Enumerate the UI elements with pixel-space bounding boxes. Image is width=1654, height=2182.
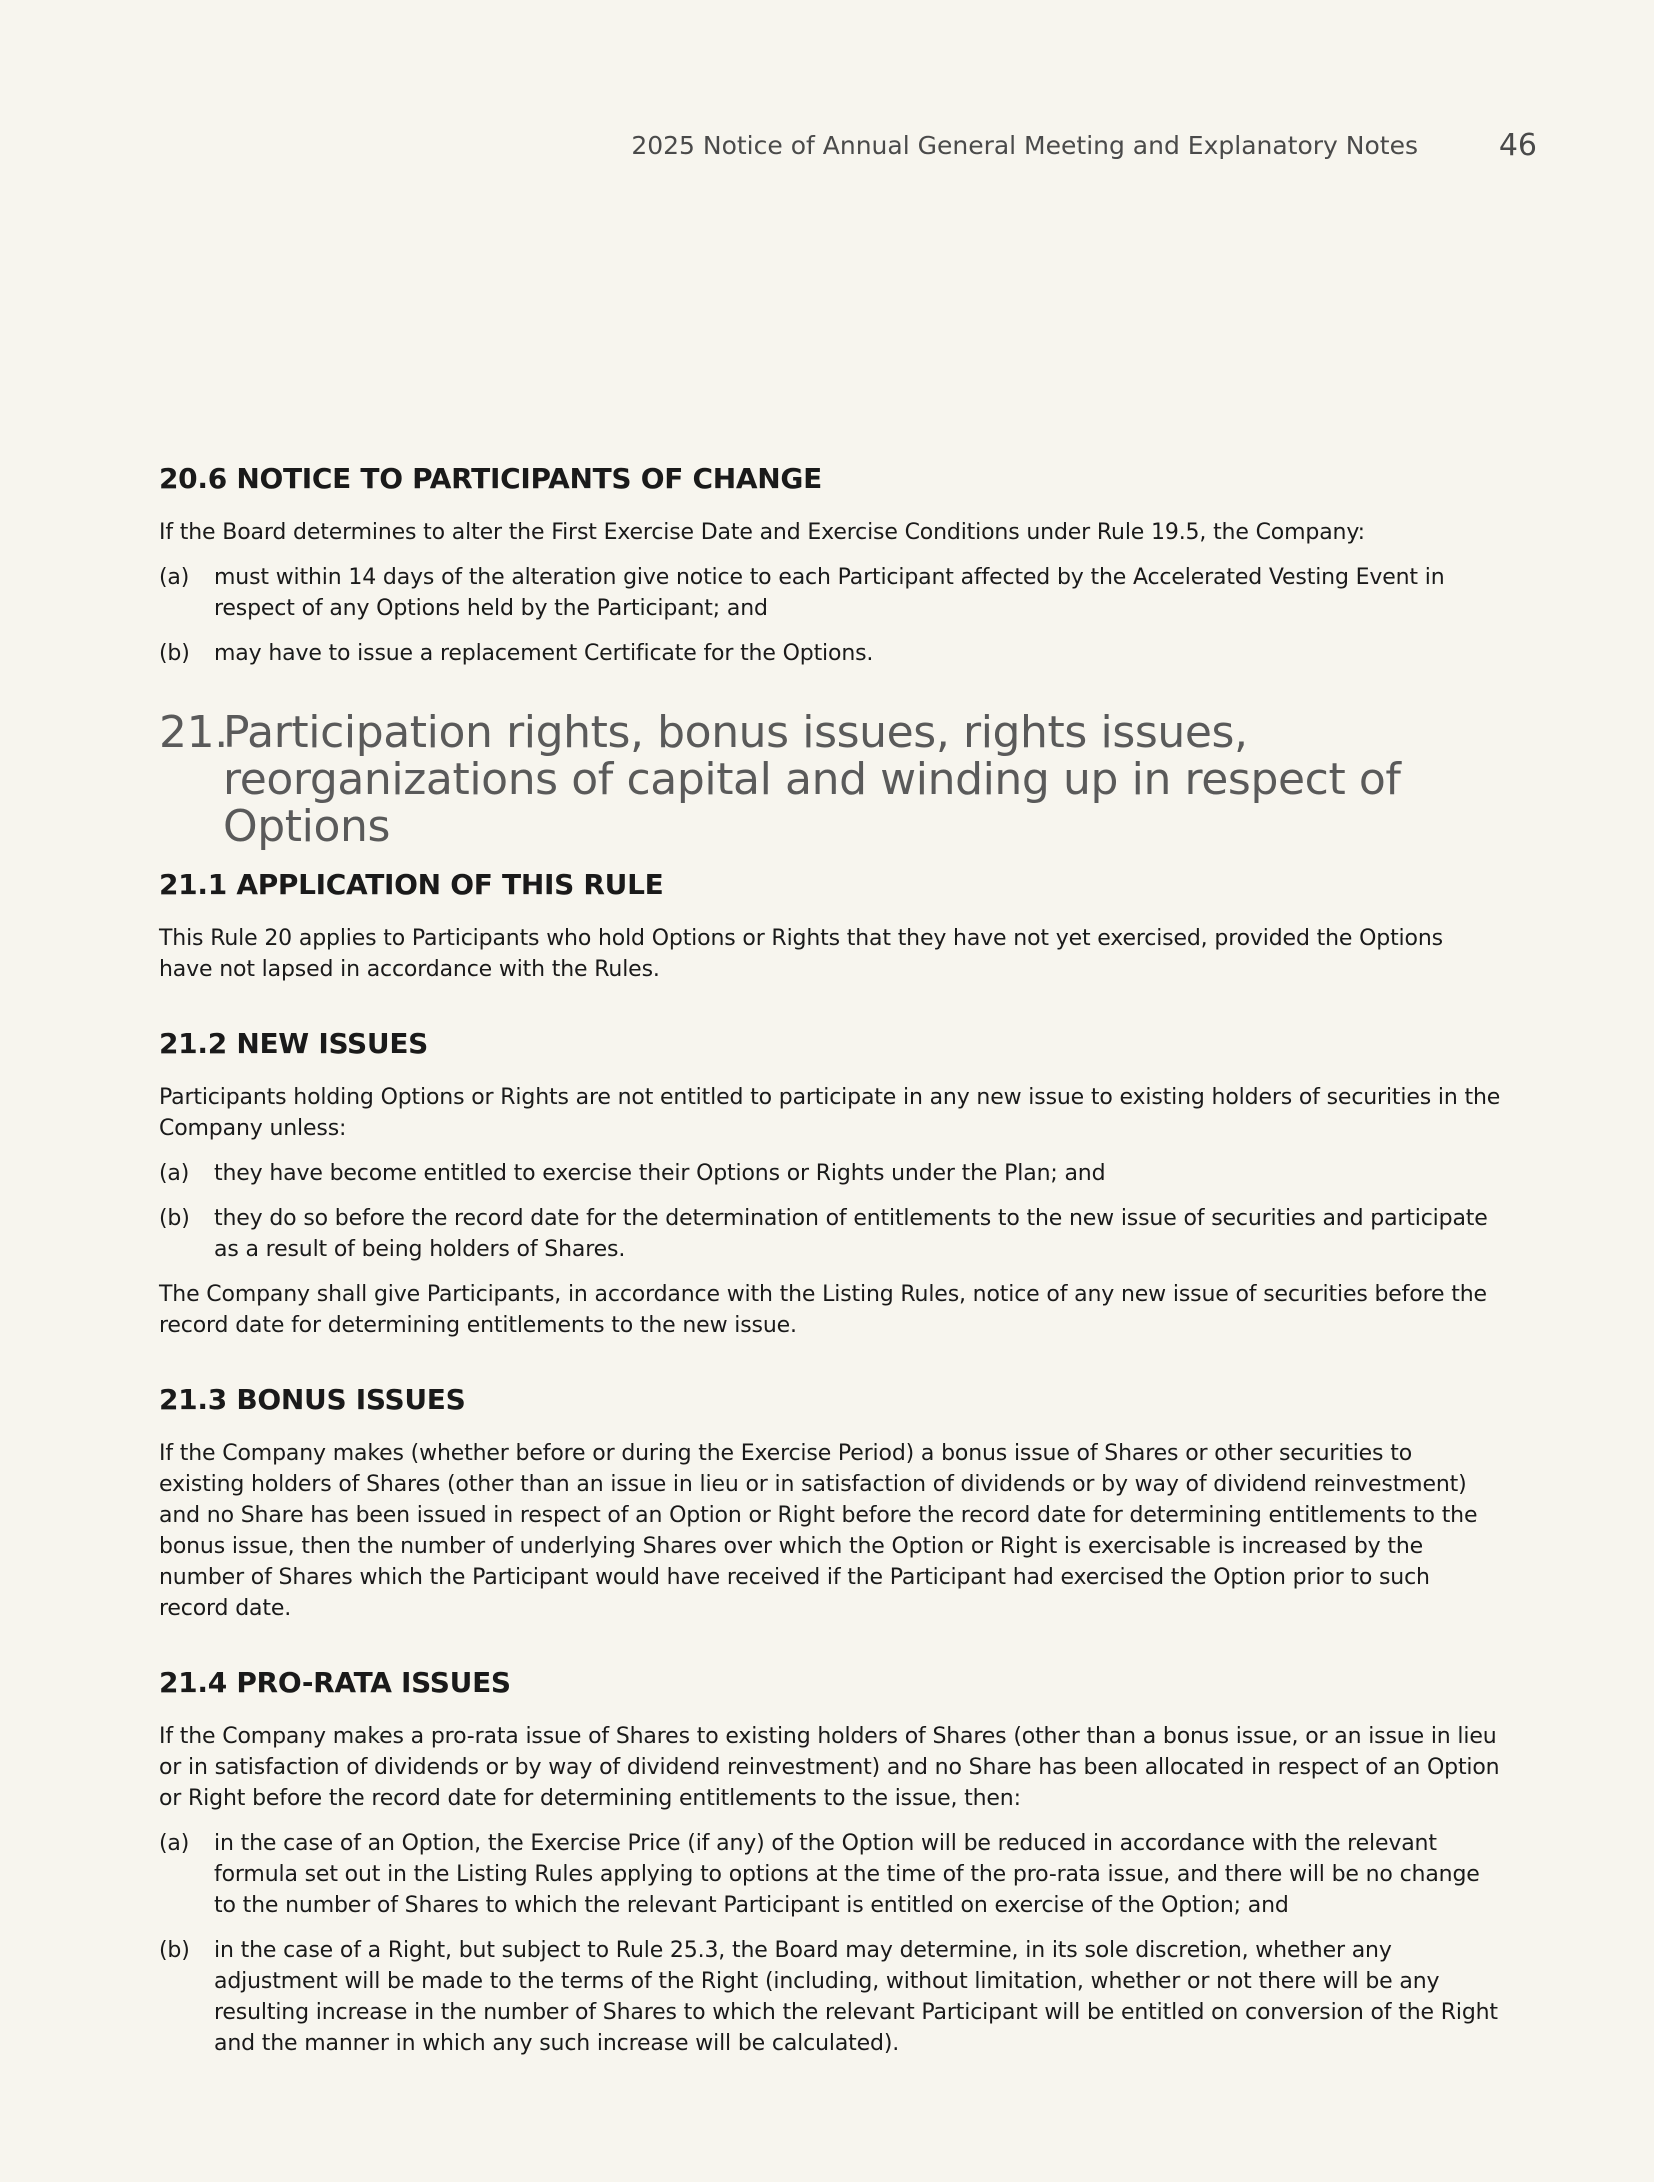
section-21-4 [159,1666,1502,2059]
list-text: may have to issue a replacement Certificate for the Options. [214,641,874,666]
paragraph: If the Company makes a pro-rata issue of Shares to existing holders of Shares (other than a bonus issue, or an issue in lieu or in satisfaction of dividends or by way of dividend reinvestment) and no Share has been allocated in respect of an Option or Right before the record date for determining entitlements to the issue, then: [159,1724,1500,1811]
list-marker: (a) [159,1831,190,1856]
list-text: in the case of an Option, the Exercise Price (if any) of the Option will be reduced in accordance with the relevant formula set out in the Listing Rules applying to options at the time of the pro-rata issue, and there will be no change to the number of Shares to which the relevant Participant is entitled on exercise of the Option; and [214,1831,1480,1918]
list-text: must within 14 days of the alteration give notice to each Participant affected by the Accelerated Vesting Event in respect of any Options held by the Participant; and [214,565,1445,621]
section-heading: 21.4 PRO-RATA ISSUES [159,1666,511,1699]
list-item [159,638,1502,669]
list-item [159,1828,1502,1921]
paragraph: This Rule 20 applies to Participants who hold Options or Rights that they have not yet exercised, provided the Options have not lapsed in accordance with the Rules. [159,926,1443,982]
list-marker: (b) [159,641,190,666]
list-text: in the case of a Right, but subject to Rule 25.3, the Board may determine, in its sole discretion, whether any adjustment will be made to the terms of the Right (including, without limitation, whether or not there will be any resulting increase in the number of Shares to which the relevant Participant will be entitled on conversion of the Right and the manner in which any such increase will be calculated). [214,1938,1498,2056]
section-heading: 21.3 BONUS ISSUES [159,1383,466,1416]
list-item [159,1935,1502,2059]
page-content [159,462,1502,2073]
list-text: they do so before the record date for the determination of entitlements to the new issue of securities and participate as a result of being holders of Shares. [214,1206,1488,1262]
section-heading: 20.6 NOTICE TO PARTICIPANTS OF CHANGE [159,462,822,495]
paragraph: If the Board determines to alter the First Exercise Date and Exercise Conditions under Rule 19.5, the Company: [159,520,1365,545]
page-number: 46 [1498,128,1537,163]
section-21-2 [159,1027,1502,1341]
list-item [159,1158,1502,1189]
chapter-number: 21. [159,707,228,758]
list-marker: (b) [159,1206,190,1231]
section-heading: 21.1 APPLICATION OF THIS RULE [159,868,664,901]
list-text: they have become entitled to exercise their Options or Rights under the Plan; and [214,1161,1106,1186]
list-marker: (a) [159,1161,190,1186]
chapter-heading-21 [159,709,1502,850]
paragraph: The Company shall give Participants, in accordance with the Listing Rules, notice of any new issue of securities before the record date for determining entitlements to the new issue. [159,1282,1487,1338]
list-marker: (a) [159,565,190,590]
chapter-title: Participation rights, bonus issues, rights issues, reorganizations of capital and winding up in respect of Options [223,707,1401,852]
list-item [159,562,1502,624]
document-title: 2025 Notice of Annual General Meeting and Explanatory Notes [631,131,1418,160]
section-21-1 [159,868,1502,985]
list-item [159,1203,1502,1265]
paragraph: If the Company makes (whether before or during the Exercise Period) a bonus issue of Shares or other securities to existing holders of Shares (other than an issue in lieu or in satisfaction of dividends or by way of dividend reinvestment) and no Share has been issued in respect of an Option or Right before the record date for determining entitlements to the bonus issue, then the number of underlying Shares over which the Option or Right is exercisable is increased by the number of Shares which the Participant would have received if the Participant had exercised the Option prior to such record date. [159,1441,1478,1621]
section-heading: 21.2 NEW ISSUES [159,1027,429,1060]
section-20-6 [159,462,1502,669]
list-marker: (b) [159,1938,190,1963]
paragraph: Participants holding Options or Rights are not entitled to participate in any new issue to existing holders of securities in the Company unless: [159,1085,1501,1141]
section-21-3 [159,1383,1502,1624]
running-header [0,128,1654,168]
